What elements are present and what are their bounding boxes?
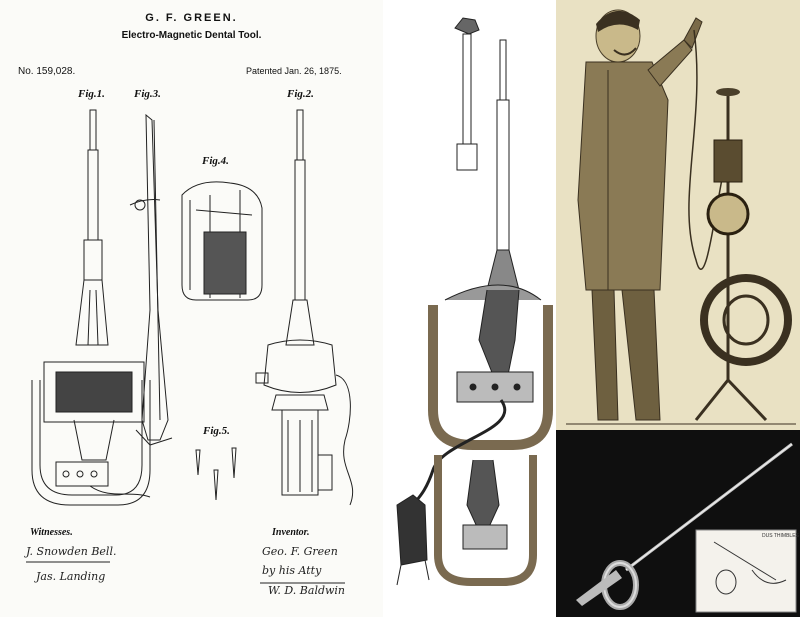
inventor-signature-2: by his Atty (262, 564, 322, 577)
dental-drill-engraving (383, 0, 556, 617)
patent-drawing-panel (0, 0, 383, 617)
patent-title: Electro-Magnetic Dental Tool. (121, 30, 262, 41)
inventor-heading: Inventor. (272, 527, 310, 538)
fig2-label: Fig.2. (287, 88, 314, 100)
fig4-drawing (182, 182, 262, 300)
artifact-photo-panel (556, 430, 800, 617)
engraving-panel (383, 0, 556, 617)
patent-number: No. 159,028. (18, 66, 76, 77)
fig4-label: Fig.4. (202, 155, 229, 167)
witness-signature-2: Jas. Landing (36, 570, 106, 583)
fig3-drawing (130, 115, 172, 445)
fig5-label: Fig.5. (203, 425, 230, 437)
dental-tool-photo (556, 430, 800, 617)
witnesses-heading: Witnesses. (30, 527, 73, 538)
inventor-signature-1: Geo. F. Green (262, 545, 338, 558)
man-with-dental-drill-illustration (556, 0, 800, 430)
photo-card-label: DUS THIMBLES (762, 533, 799, 539)
fig3-label: Fig.3. (134, 88, 161, 100)
patent-figures-drawing (0, 0, 383, 617)
patent-inventor-name: G. F. GREEN. (145, 12, 238, 24)
witness-signature-1: J. Snowden Bell. (26, 545, 117, 558)
fig1-drawing (32, 110, 150, 505)
fig5-drawing (196, 448, 236, 500)
inventor-signature-3: W. D. Baldwin (268, 584, 346, 597)
fig1-label: Fig.1. (78, 88, 105, 100)
patent-date: Patented Jan. 26, 1875. (246, 66, 342, 76)
fig2-drawing (256, 110, 353, 505)
vintage-illustration-panel (556, 0, 800, 430)
